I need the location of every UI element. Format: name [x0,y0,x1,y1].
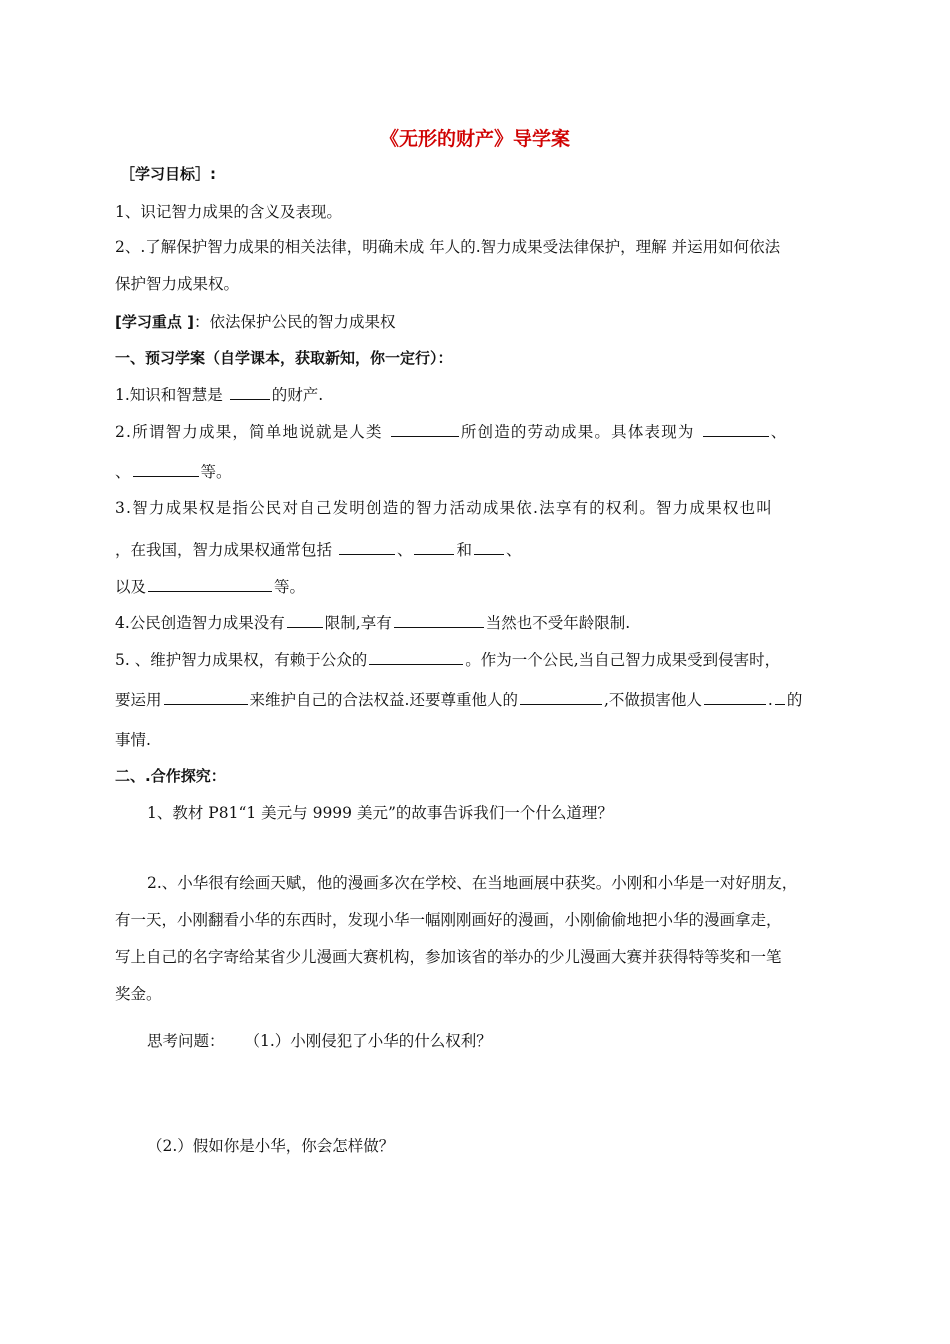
answer-blank [414,538,454,555]
question-5-line-2 [115,688,802,711]
q5-line1-text-b: 。作为一个公民,当自己智力成果受到侵害时， [465,651,781,669]
question-4 [115,611,630,634]
think-question-1-text: （1.）小刚侵犯了小华的什么权利？ [244,1032,492,1050]
answer-blank [703,420,769,437]
document-title: 《无形的财产》导学案 [379,128,570,150]
q2-text-c: 、 [770,423,788,441]
think-question-1 [147,1030,492,1052]
answer-blank [474,538,504,555]
q5-line2-text-a: 要运用 [115,691,162,709]
think-label: 思考问题： [147,1032,225,1050]
answer-blank [148,575,272,592]
question-1 [115,383,323,406]
answer-blank [520,688,602,705]
objectives-heading: ［学习目标］: [120,165,216,183]
objective-1: 1、识记智力成果的含义及表现。 [115,203,342,221]
q2-text-b: 所创造的劳动成果。具体表现为 [460,423,701,441]
q4-text-c: 当然也不受年龄限制. [485,614,631,632]
question-3-line-2 [115,538,521,561]
q4-text-b: 限制,享有 [324,614,392,632]
answer-blank [339,538,395,555]
q5-line2-text-b: 来维护自己的合法权益.还要尊重他人的 [249,691,518,709]
q1-text-a: 1.知识和智慧是 [115,386,228,404]
section2-heading: 二、.合作探究： [115,767,226,785]
q5-line2-text-c: ,不做损害他人 [603,691,702,709]
q5-line2-text-d: . [767,691,773,709]
question-2-line-1 [115,420,787,443]
answer-blank [164,688,248,705]
q2-line2-text-b: 等。 [200,463,232,481]
q3-line2-text-c: 和 [456,541,472,559]
answer-blank [287,611,323,628]
q3-line2-text-a: ，在我国，智力成果权通常包括 [115,541,337,559]
q2-text-a: 2.所谓智力成果，简单地说就是人类 [115,423,389,441]
question-5-line-1 [115,648,780,671]
think-question-2: （2.）假如你是小华，你会怎样做？ [147,1137,395,1155]
key-point-text: ：依法保护公民的智力成果权 [193,313,396,331]
q1-text-b: 的财产. [271,386,324,404]
question-3-line-3 [115,575,305,598]
q4-text-a: 4.公民创造智力成果没有 [115,614,285,632]
q5-line1-text-a: 5. 、维护智力成果权，有赖于公众的 [115,651,368,669]
discussion-question-1: 1、教材 P81“1 美元与 9999 美元”的故事告诉我们一个什么道理？ [147,804,613,822]
q3-line2-text-d: 、 [505,541,522,559]
objective-2-line-2: 保护智力成果权。 [115,275,240,293]
answer-blank [391,420,459,437]
key-point-label: [学习重点 ] [115,313,194,331]
discussion-question-2-line-3: 写上自己的名字寄给某省少儿漫画大赛机构，参加该省的举办的少儿漫画大赛并获得特等奖和一笔 [115,948,782,966]
answer-blank [394,611,484,628]
discussion-question-2-line-4: 奖金。 [115,985,162,1003]
answer-blank [230,383,270,400]
objective-2-line-1: 2、.了解保护智力成果的相关法律，明确未成 年人的.智力成果受法律保护，理解 并运用如何依法 [115,238,781,256]
key-point [115,311,395,333]
question-2-line-2 [115,460,232,483]
answer-blank [704,688,766,705]
q2-line2-text-a: 、 [115,463,131,481]
answer-blank [133,460,199,477]
question-3-line-1: 3.智力成果权是指公民对自己发明创造的智力活动成果依.法享有的权利。智力成果权也叫 [115,499,773,517]
discussion-question-2-line-2: 有一天，小刚翻看小华的东西时，发现小华一幅刚刚画好的漫画，小刚偷偷地把小华的漫画拿走， [115,911,782,929]
section1-heading: 一、预习学案（自学课本，获取新知，你一定行）： [115,349,453,367]
q3-line2-text-b: 、 [396,541,413,559]
answer-blank [775,688,785,705]
q5-line2-text-e: 的 [786,691,803,709]
q3-line3-text-a: 以及 [115,578,147,596]
question-5-line-3: 事情. [115,731,151,749]
discussion-question-2-line-1: 2.、小华很有绘画天赋，他的漫画多次在学校、在当地画展中获奖。小刚和小华是一对好朋友， [147,874,798,892]
q3-line3-text-b: 等。 [274,578,306,596]
answer-blank [369,648,463,665]
